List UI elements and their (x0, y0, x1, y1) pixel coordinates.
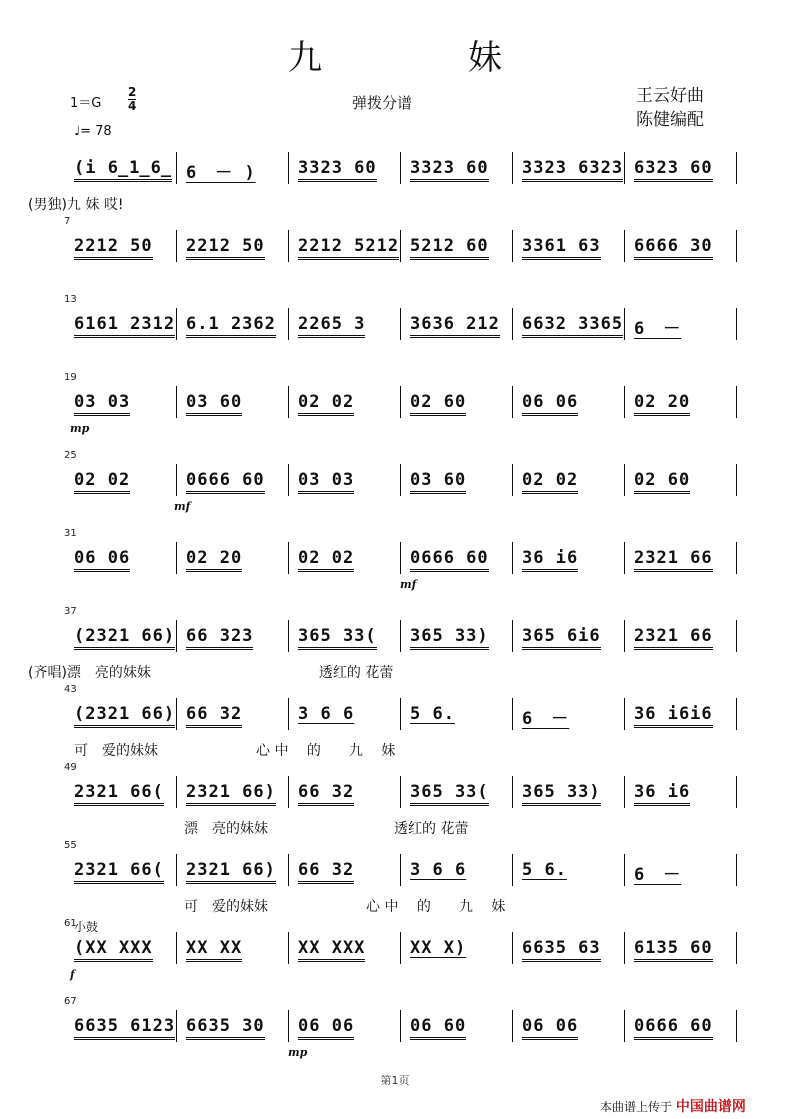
staff-line (64, 618, 736, 658)
bar-line (512, 1010, 513, 1042)
measure: 2321 66 (634, 626, 713, 650)
bar-line (512, 698, 513, 730)
lyrics-line: (齐唱)漂 亮的妹妹 透红的 花蕾 (28, 665, 394, 681)
bar-line (288, 152, 289, 184)
bar-line (624, 230, 625, 262)
bar-line (176, 776, 177, 808)
measure: 6.1 2362 (186, 314, 276, 338)
bar-line (512, 854, 513, 886)
measure: 06 06 (298, 1016, 354, 1040)
part-subtitle: 弹拨分谱 (352, 94, 413, 112)
measure: 02 60 (634, 470, 690, 494)
measure-number: 7 (64, 216, 71, 227)
page-number: 第1页 (380, 1074, 410, 1087)
instrument-tag: 小鼓 (74, 920, 99, 934)
bar-line (512, 620, 513, 652)
bar-line (176, 152, 177, 184)
measure: 66 32 (298, 782, 354, 806)
bar-line (176, 698, 177, 730)
measure: 0666 60 (634, 1016, 713, 1040)
measure: 6632 3365 (522, 314, 623, 338)
measure: 365 33( (298, 626, 377, 650)
measure: 365 33) (410, 626, 489, 650)
bar-line (512, 776, 513, 808)
measure: 2321 66) (186, 860, 276, 884)
bar-line (176, 620, 177, 652)
bar-line (736, 620, 737, 652)
measure: 6 － (522, 709, 570, 729)
composer: 王云好曲 (636, 86, 704, 106)
bar-line (736, 698, 737, 730)
measure: 6323 60 (634, 158, 713, 182)
bar-line (176, 308, 177, 340)
measure: XX XXX (298, 938, 365, 962)
bar-line (400, 308, 401, 340)
bar-line (288, 542, 289, 574)
measure: XX X) (410, 938, 467, 958)
measure: 3361 63 (522, 236, 601, 260)
bar-line (736, 386, 737, 418)
measure: 6161 2312 (74, 314, 175, 338)
dynamic-marking: mp (288, 1046, 308, 1059)
bar-line (736, 152, 737, 184)
bar-line (736, 230, 737, 262)
bar-line (288, 698, 289, 730)
dynamic-marking: mp (70, 422, 90, 435)
measure: 03 60 (186, 392, 242, 416)
bar-line (176, 932, 177, 964)
bar-line (400, 386, 401, 418)
measure-number: 13 (64, 294, 77, 305)
measure: 3 6 6 (410, 860, 467, 880)
measure: 5 6. (522, 860, 567, 880)
measure: 03 03 (298, 470, 354, 494)
lyrics-line: 可 爱的妹妹 心 中 的 九 妹 (184, 899, 506, 915)
measure: 3323 6323 (522, 158, 623, 182)
staff-line (64, 1008, 736, 1059)
measure: (XX XXX (74, 938, 153, 962)
measure: 06 06 (522, 392, 578, 416)
bar-line (624, 698, 625, 730)
staff-line (64, 150, 736, 190)
measure: 2212 5212 (298, 236, 399, 260)
bar-line (400, 542, 401, 574)
bar-line (736, 776, 737, 808)
measure-number: 49 (64, 762, 77, 773)
bar-line (736, 542, 737, 574)
bar-line (736, 464, 737, 496)
staff-line (64, 852, 736, 892)
bar-line (288, 854, 289, 886)
bar-line (288, 308, 289, 340)
measure: 02 02 (522, 470, 578, 494)
measure: (2321 66) (74, 626, 175, 650)
bar-line (736, 308, 737, 340)
bar-line (176, 464, 177, 496)
measure-number: 25 (64, 450, 77, 461)
measure: 3 6 6 (298, 704, 355, 724)
bar-line (400, 932, 401, 964)
measure: 6 － (634, 865, 682, 885)
site-credit (600, 1096, 746, 1116)
bar-line (176, 1010, 177, 1042)
bar-line (400, 854, 401, 886)
bar-line (400, 152, 401, 184)
bar-line (736, 854, 737, 886)
staff-line (64, 696, 736, 736)
measure: 66 32 (298, 860, 354, 884)
measure: 02 02 (298, 548, 354, 572)
measure: 2212 50 (186, 236, 265, 260)
measure: 06 60 (410, 1016, 466, 1040)
measure: 2265 3 (298, 314, 365, 338)
measure: 6 － (634, 319, 682, 339)
measure-number: 43 (64, 684, 77, 695)
measure: 365 33( (410, 782, 489, 806)
measure: 5212 60 (410, 236, 489, 260)
lyrics-line: 可 爱的妹妹 心 中 的 九 妹 (74, 743, 396, 759)
bar-line (176, 542, 177, 574)
measure: 02 02 (74, 470, 130, 494)
measure: 2321 66( (74, 860, 164, 884)
bar-line (176, 230, 177, 262)
key-signature: 1＝G (70, 96, 102, 111)
staff-line (64, 540, 736, 591)
credits (636, 84, 704, 132)
measure: 2321 66 (634, 548, 713, 572)
staff-line (64, 462, 736, 513)
bar-line (288, 776, 289, 808)
measure: 06 06 (522, 1016, 578, 1040)
measure: 2321 66) (186, 782, 276, 806)
measure: 66 323 (186, 626, 253, 650)
staff-line (64, 774, 736, 814)
bar-line (624, 152, 625, 184)
measure-number: 19 (64, 372, 77, 383)
measure: 0666 60 (186, 470, 265, 494)
measure: XX XX (186, 938, 242, 962)
bar-line (512, 230, 513, 262)
bar-line (624, 386, 625, 418)
bar-line (400, 776, 401, 808)
bar-line (288, 386, 289, 418)
bar-line (512, 308, 513, 340)
bar-line (288, 464, 289, 496)
bar-line (400, 464, 401, 496)
measure-number: 55 (64, 840, 77, 851)
arranger: 陈健编配 (636, 110, 704, 130)
measure: 66 32 (186, 704, 242, 728)
score-title: 九 妹 (288, 38, 558, 78)
site-logo-text: 中国曲谱网 (675, 1099, 746, 1115)
measure: (i 6̲1̲6̲ (74, 158, 172, 182)
bar-line (288, 932, 289, 964)
measure-number: 37 (64, 606, 77, 617)
lyrics-line: 漂 亮的妹妹 透红的 花蕾 (184, 821, 469, 837)
measure: 5 6. (410, 704, 455, 724)
measure: 02 20 (634, 392, 690, 416)
bar-line (512, 152, 513, 184)
measure: 6635 30 (186, 1016, 265, 1040)
dynamic-marking: mf (174, 500, 191, 513)
bar-line (288, 1010, 289, 1042)
measure: 3323 60 (410, 158, 489, 182)
bar-line (624, 1010, 625, 1042)
measure: 6135 60 (634, 938, 713, 962)
bar-line (512, 386, 513, 418)
bar-line (624, 620, 625, 652)
measure: 2321 66( (74, 782, 164, 806)
measure: (2321 66) (74, 704, 175, 728)
bar-line (176, 854, 177, 886)
staff-line (64, 930, 736, 981)
time-signature (128, 86, 136, 113)
lyrics-line: (男独)九 妹 哎! (28, 197, 124, 213)
bar-line (736, 1010, 737, 1042)
measure: 6635 6123 (74, 1016, 175, 1040)
bar-line (624, 464, 625, 496)
measure: 03 03 (74, 392, 130, 416)
measure-number: 67 (64, 996, 77, 1007)
measure: 365 33) (522, 782, 601, 806)
bar-line (400, 230, 401, 262)
uploaded-label: 本曲谱上传于 (600, 1100, 673, 1114)
measure-number: 61 (64, 918, 77, 929)
measure: 36 i6 (634, 782, 690, 806)
tempo-marking: ♩= 78 (74, 124, 112, 139)
bar-line (512, 542, 513, 574)
measure: 36 i6 (522, 548, 578, 572)
measure: 36 i6i6 (634, 704, 713, 728)
bar-line (400, 698, 401, 730)
time-signature-bottom: 4 (128, 99, 137, 113)
measure: 6 － ) (186, 163, 256, 183)
dynamic-marking: f (70, 968, 75, 981)
staff-line (64, 384, 736, 435)
bar-line (288, 620, 289, 652)
measure: 2212 50 (74, 236, 153, 260)
dynamic-marking: mf (400, 578, 417, 591)
bar-line (624, 776, 625, 808)
bar-line (624, 308, 625, 340)
bar-line (512, 932, 513, 964)
measure: 3636 212 (410, 314, 500, 338)
measure: 02 20 (186, 548, 242, 572)
bar-line (288, 230, 289, 262)
measure: 02 02 (298, 392, 354, 416)
time-signature-top: 2 (128, 85, 137, 99)
bar-line (400, 620, 401, 652)
staff-line (64, 228, 736, 268)
measure: 02 60 (410, 392, 466, 416)
measure: 0666 60 (410, 548, 489, 572)
measure-number: 31 (64, 528, 77, 539)
measure: 06 06 (74, 548, 130, 572)
bar-line (624, 542, 625, 574)
staff-line (64, 306, 736, 346)
measure: 03 60 (410, 470, 466, 494)
measure: 6666 30 (634, 236, 713, 260)
bar-line (400, 1010, 401, 1042)
measure: 365 6i6 (522, 626, 601, 650)
bar-line (624, 932, 625, 964)
bar-line (176, 386, 177, 418)
bar-line (624, 854, 625, 886)
bar-line (736, 932, 737, 964)
measure: 6635 63 (522, 938, 601, 962)
measure: 3323 60 (298, 158, 377, 182)
bar-line (512, 464, 513, 496)
